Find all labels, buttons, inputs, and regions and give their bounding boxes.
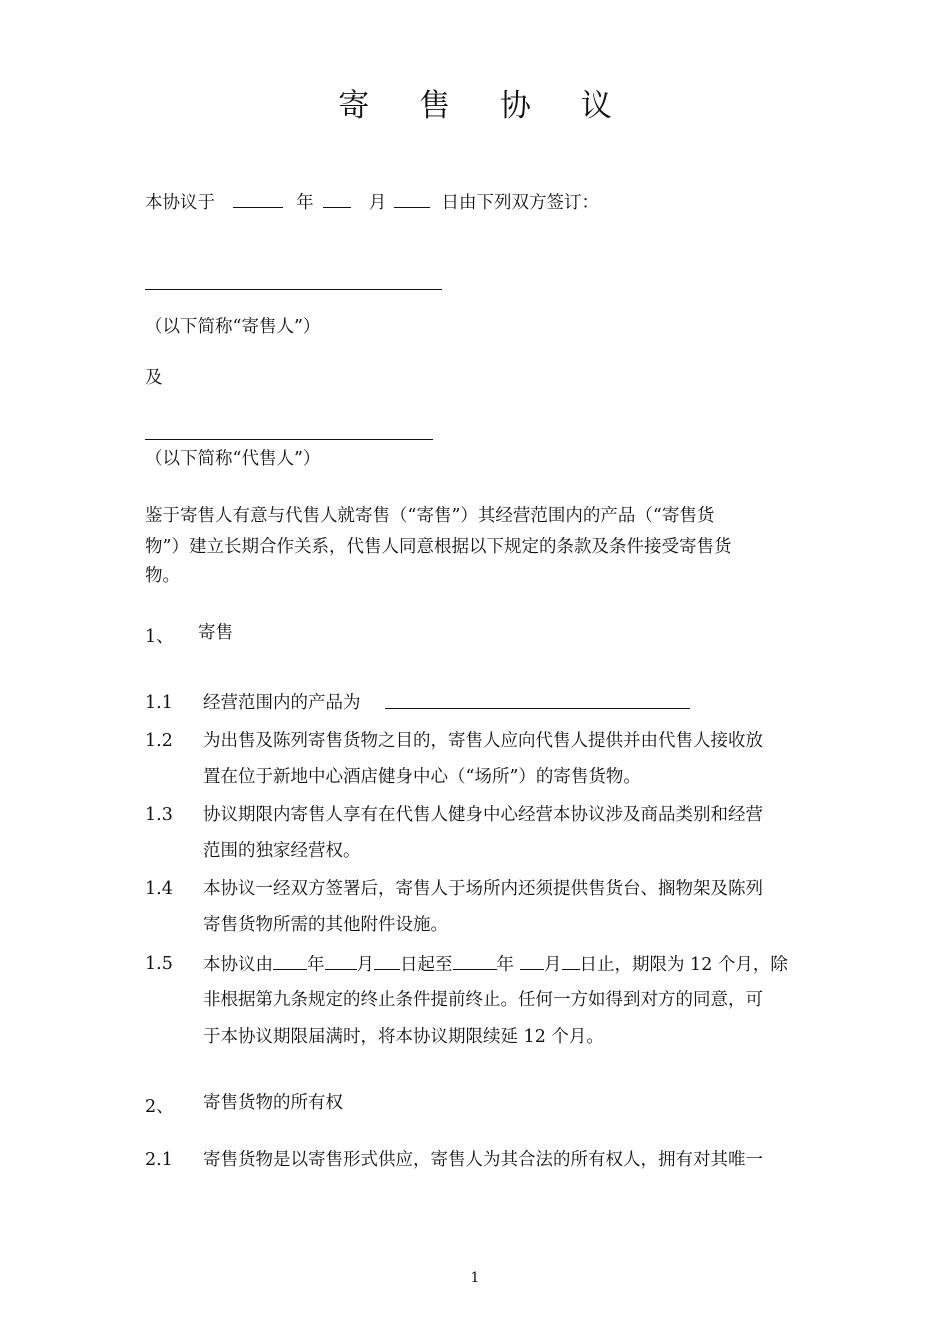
section-number: 2、 xyxy=(145,1097,174,1117)
intro-line xyxy=(145,192,599,213)
clause-text: 置在位于新地中心酒店健身中心（“场所”）的寄售货物。 xyxy=(203,767,641,787)
term-line xyxy=(203,954,788,975)
clause-text: 为出售及陈列寄售货物之目的，寄售人应向代售人提供并由代售人接收放 xyxy=(203,731,763,751)
term-text: 月 xyxy=(356,955,374,975)
term-text: 本协议由 xyxy=(203,955,273,975)
year-blank xyxy=(233,192,283,208)
section-title: 寄售 xyxy=(198,623,233,643)
clause-text: 于本协议期限届满时，将本协议期限续延 12 个月。 xyxy=(203,1027,604,1047)
section-title: 寄售货物的所有权 xyxy=(203,1093,343,1113)
month-blank xyxy=(323,192,351,208)
intro-year: 年 xyxy=(296,193,314,213)
intro-suffix: 日由下列双方签订： xyxy=(441,193,599,213)
clause-number: 1.4 xyxy=(145,879,173,899)
term-text: 年 xyxy=(307,955,325,975)
clause-text: 协议期限内寄售人享有在代售人健身中心经营本协议涉及商品类别和经营 xyxy=(203,805,763,825)
page-number: 1 xyxy=(470,1270,480,1286)
document-title: 寄 售 协 议 xyxy=(338,88,632,124)
day-blank xyxy=(394,192,430,208)
section-number: 1、 xyxy=(145,627,174,647)
clause-number: 1.3 xyxy=(145,805,173,825)
recital-line: 物。 xyxy=(145,566,180,586)
recital-line: 物”）建立长期合作关系，代售人同意根据以下规定的条款及条件接受寄售货 xyxy=(145,537,732,557)
end-day-blank xyxy=(562,954,580,970)
end-year-blank xyxy=(453,954,497,970)
clause-text: 范围的独家经营权。 xyxy=(203,841,361,861)
clause-text: 寄售货物是以寄售形式供应，寄售人为其合法的所有权人，拥有对其唯一 xyxy=(203,1150,763,1170)
clause-number: 1.1 xyxy=(145,693,173,713)
start-day-blank xyxy=(374,954,400,970)
agent-name-line xyxy=(145,439,433,440)
intro-month: 月 xyxy=(368,193,387,213)
clause-text: 寄售货物所需的其他附件设施。 xyxy=(203,915,448,935)
start-year-blank xyxy=(273,954,307,970)
agent-label: （以下简称“代售人”） xyxy=(145,449,321,469)
start-month-blank xyxy=(325,954,357,970)
term-text: 年 xyxy=(496,955,514,975)
end-month-blank xyxy=(520,954,544,970)
consignor-name-line xyxy=(145,289,442,290)
term-text: 日止，期限为 12 个月，除 xyxy=(579,955,788,975)
recital-line: 鉴于寄售人有意与代售人就寄售（“寄售”）其经营范围内的产品（“寄售货 xyxy=(145,506,715,526)
clause-number: 2.1 xyxy=(145,1150,173,1170)
term-text: 月 xyxy=(544,955,562,975)
clause-text: 非根据第九条规定的终止条件提前终止。任何一方如得到对方的同意，可 xyxy=(203,990,763,1010)
clause-text: 本协议一经双方签署后，寄售人于场所内还须提供售货台、搁物架及陈列 xyxy=(203,879,763,899)
intro-prefix: 本协议于 xyxy=(145,193,215,213)
term-text: 日起至 xyxy=(400,955,453,975)
product-scope-blank xyxy=(385,708,690,709)
consignor-label: （以下简称“寄售人”） xyxy=(145,317,321,337)
and-label: 及 xyxy=(145,368,163,388)
clause-number: 1.5 xyxy=(145,954,173,974)
clause-number: 1.2 xyxy=(145,731,173,751)
clause-text: 经营范围内的产品为 xyxy=(203,693,361,713)
